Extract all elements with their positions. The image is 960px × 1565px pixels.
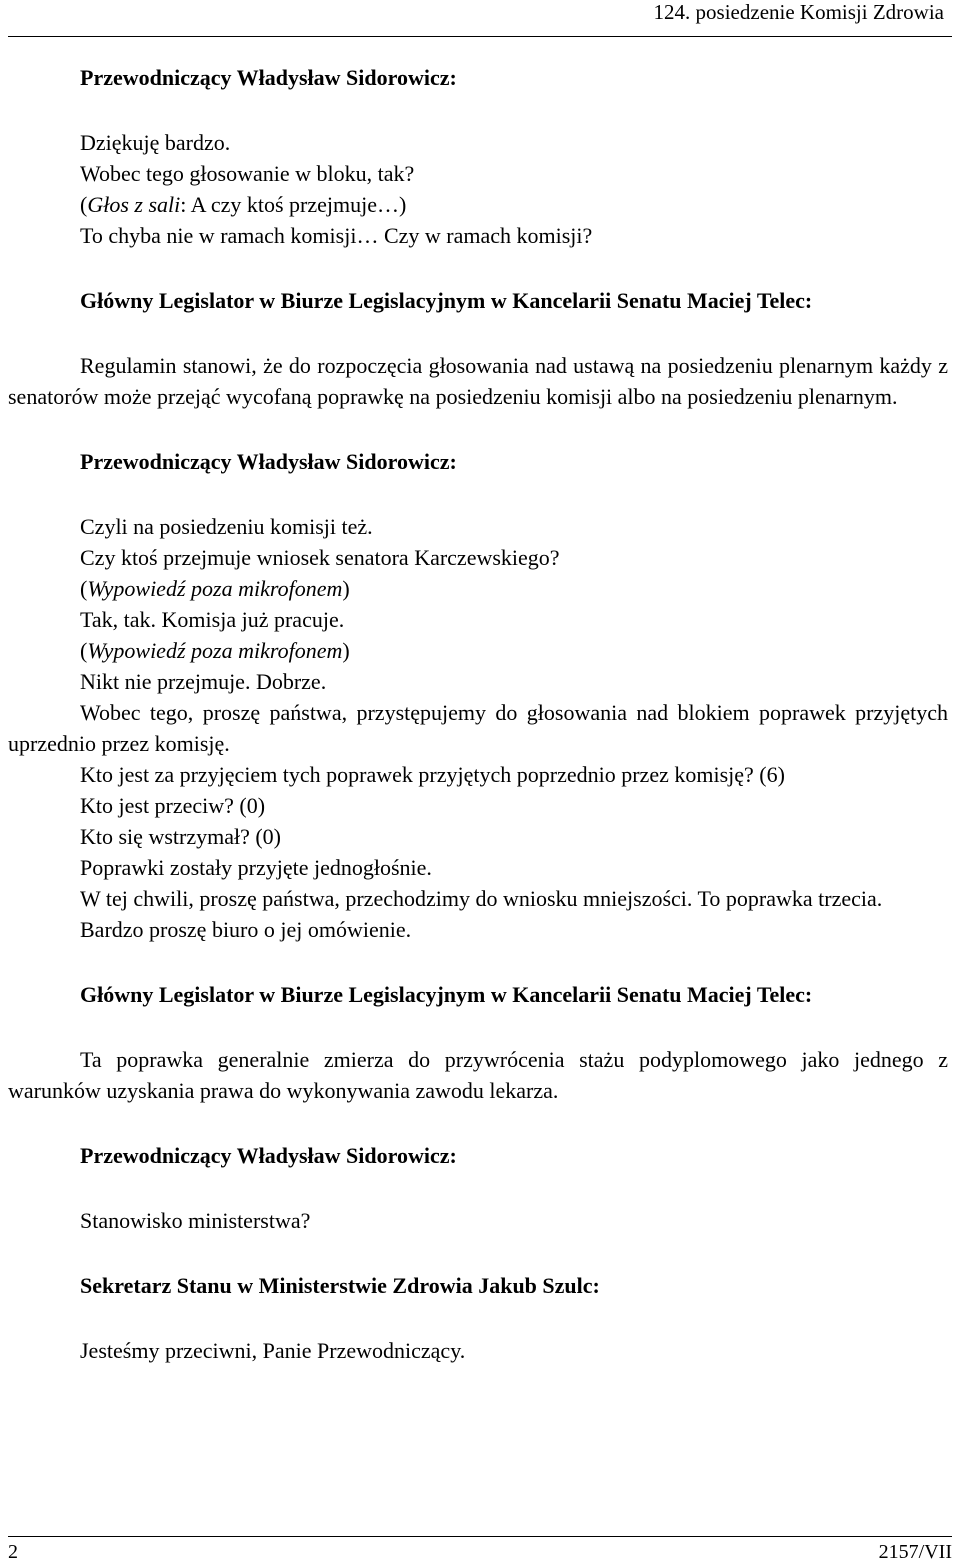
paragraph: Tak, tak. Komisja już pracuje. xyxy=(80,607,345,632)
paragraph: To chyba nie w ramach komisji… Czy w ramach komisji? xyxy=(80,223,593,248)
page-header xyxy=(8,0,952,37)
speaker-name: Główny Legislator w Biurze Legislacyjnym w Kancelarii Senatu Maciej Telec: xyxy=(80,982,813,1007)
speaker-name: Sekretarz Stanu w Ministerstwie Zdrowia Jakub Szulc: xyxy=(80,1273,600,1298)
speaker-name: Główny Legislator w Biurze Legislacyjnym w Kancelarii Senatu Maciej Telec: xyxy=(80,288,813,313)
paragraph: Bardzo proszę biuro o jej omówienie. xyxy=(80,917,412,942)
page-number: 2 xyxy=(8,1541,18,1563)
paragraph: Nikt nie przejmuje. Dobrze. xyxy=(80,669,327,694)
page-footer xyxy=(8,1536,952,1565)
paragraph: W tej chwili, proszę państwa, przechodzimy do wniosku mniejszości. To poprawka trzecia. xyxy=(80,886,883,911)
paragraph: Czyli na posiedzeniu komisji też. xyxy=(80,514,373,539)
paragraph: Kto się wstrzymał? (0) xyxy=(80,824,281,849)
paragraph: Regulamin stanowi, że do rozpoczęcia głosowania nad ustawą na posiedzeniu plenarnym każdy z senatorów może przejąć wycofaną poprawkę na posiedzeniu komisji albo na posiedzeniu plenarnym. xyxy=(8,353,948,409)
stage-direction: (Wypowiedź poza mikrofonem) xyxy=(80,638,350,663)
transcript-body xyxy=(8,62,948,1366)
paragraph: Kto jest za przyjęciem tych poprawek przyjętych poprzednio przez komisję? (6) xyxy=(80,762,785,787)
paragraph: Dziękuję bardzo. xyxy=(80,130,231,155)
paragraph: Jesteśmy przeciwni, Panie Przewodniczący. xyxy=(80,1338,466,1363)
paragraph: Wobec tego głosowanie w bloku, tak? xyxy=(80,161,415,186)
stage-direction: (Głos z sali: A czy ktoś przejmuje…) xyxy=(80,192,407,217)
paragraph: Kto jest przeciw? (0) xyxy=(80,793,266,818)
paragraph: Wobec tego, proszę państwa, przystępujemy do głosowania nad blokiem poprawek przyjętych uprzednio przez komisję. xyxy=(8,700,948,756)
speaker-name: Przewodniczący Władysław Sidorowicz: xyxy=(80,65,457,90)
paragraph: Ta poprawka generalnie zmierza do przywrócenia stażu podyplomowego jako jednego z warunków uzyskania prawa do wykonywania zawodu lekarza. xyxy=(8,1047,948,1103)
document-code: 2157/VII xyxy=(878,1541,952,1563)
paragraph: Poprawki zostały przyjęte jednogłośnie. xyxy=(80,855,432,880)
paragraph: Czy ktoś przejmuje wniosek senatora Karczewskiego? xyxy=(80,545,560,570)
speaker-name: Przewodniczący Władysław Sidorowicz: xyxy=(80,449,457,474)
speaker-name: Przewodniczący Władysław Sidorowicz: xyxy=(80,1143,457,1168)
header-title: 124. posiedzenie Komisji Zdrowia xyxy=(653,0,944,24)
paragraph: Stanowisko ministerstwa? xyxy=(80,1208,311,1233)
stage-direction: (Wypowiedź poza mikrofonem) xyxy=(80,576,350,601)
